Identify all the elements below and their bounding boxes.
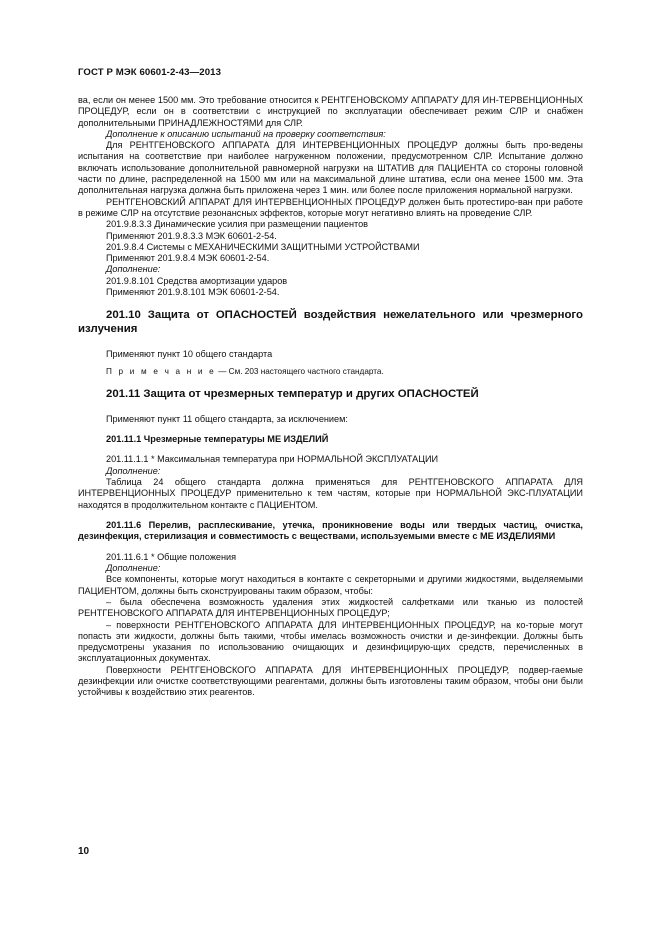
paragraph: ва, если он менее 1500 мм. Это требование относится к РЕНТГЕНОВСКОМУ АППАРАТУ ДЛЯ ИН-ТЕРВЕНЦИОННЫХ ПРОЦЕДУР, если он в соответствии с инструкцией по эксплуатации обеспечивает режим СЛР и снабжен дополнительными ПРИНАДЛЕЖНОСТЯМИ для СЛР. — [78, 95, 583, 128]
paragraph: Применяют 201.9.8.101 МЭК 60601-2-54. — [106, 287, 280, 298]
paragraph: Таблица 24 общего стандарта должна применяться для РЕНТГЕНОВСКОГО АППАРАТА ДЛЯ ИНТЕРВЕНЦИОННЫХ ПРОЦЕДУР применительно к тем частям, которые при НОРМАЛЬНОЙ ЭКС-ПЛУАТАЦИИ находятся в продолжительном контакте с ПАЦИЕНТОМ. — [78, 477, 583, 510]
paragraph: Применяют 201.9.8.3.3 МЭК 60601-2-54. — [106, 230, 277, 241]
clause-title: 201.11.1.1 * Максимальная температура при НОРМАЛЬНОЙ ЭКСПЛУАТАЦИИ — [106, 454, 439, 465]
document-body — [78, 95, 583, 699]
addition-label: Дополнение: — [106, 264, 161, 275]
addition-label: Дополнение: — [106, 563, 161, 574]
section-heading: 201.11 Защита от чрезмерных температур и других ОПАСНОСТЕЙ — [106, 388, 479, 401]
paragraph: Поверхности РЕНТГЕНОВСКОГО АППАРАТА ДЛЯ ИНТЕРВЕНЦИОННЫХ ПРОЦЕДУР, подвер-гаемые дезинфекции или очистке соответствующими реагентами, должны быть изготовлены таким образом, чтобы они были устойчивы к воздействию этих реагентов. — [78, 664, 583, 698]
clause-title: 201.11.6.1 * Общие положения — [106, 551, 237, 562]
list-item: – поверхности РЕНТГЕНОВСКОГО АППАРАТА ДЛЯ ИНТЕРВЕНЦИОННЫХ ПРОЦЕДУР, на ко-торые могут попасть эти жидкости, должны быть такими, чтобы имелась возможность очистки и де-зинфекции. Должны быть предусмотрены указания по использованию очищающих и дезинфицирую-щих средств, перечисленных в эксплуатационных документах. — [78, 619, 583, 664]
paragraph: Применяют пункт 11 общего стандарта, за исключением: — [106, 413, 348, 424]
paragraph: Для РЕНТГЕНОВСКОГО АППАРАТА ДЛЯ ИНТЕРВЕНЦИОННЫХ ПРОЦЕДУР должны быть про-ведены испытания на соответствие при наиболее нагруженном положении, предусмотренном СЛР. Испытание должно включать использование дополнительной равномерной нагрузки на ШТАТИВ для ПАЦИЕНТА со стороны головной части по длине, распределенной на 1500 мм или на максимальной длине штатива, если она менее 1500 мм. Эта дополнительная нагрузка должна быть приложена через 1 мин. или более после приложения нормальной нагрузки. — [78, 140, 583, 196]
document-header: ГОСТ Р МЭК 60601-2-43—2013 — [78, 67, 222, 78]
test-addition-label: Дополнение к описанию испытаний на проверку соответствия: — [106, 128, 386, 139]
note — [78, 366, 583, 377]
note-text: — См. 203 настоящего частного стандарта. — [215, 366, 384, 376]
subsection-heading: 201.11.6 Перелив, расплескивание, утечка, проникновение воды или твердых частиц, очистка, дезинфекция, стерилизация и совместимость с веществами, используемыми вместе с МЕ ИЗДЕЛИЯМИ — [78, 519, 583, 542]
clause-title: 201.9.8.3.3 Динамические усилия при размещении пациентов — [106, 219, 368, 230]
list-item: – была обеспечена возможность удаления этих жидкостей салфетками или тканью из полостей РЕНТГЕНОВСКОГО АППАРАТА ДЛЯ ИНТЕРВЕНЦИОННЫХ ПРОЦЕДУР; — [78, 596, 583, 619]
subsection-heading: 201.11.1 Чрезмерные температуры МЕ ИЗДЕЛИЙ — [106, 434, 329, 445]
section-heading: 201.10 Защита от ОПАСНОСТЕЙ воздействия нежелательного или чрезмерного излучения — [78, 309, 583, 335]
note-label: П р и м е ч а н и е — [106, 366, 216, 376]
clause-title: 201.9.8.4 Системы с МЕХАНИЧЕСКИМИ ЗАЩИТНЫМИ УСТРОЙСТВАМИ — [106, 241, 420, 252]
paragraph: Применяют 201.9.8.4 МЭК 60601-2-54. — [106, 253, 270, 264]
paragraph: Применяют пункт 10 общего стандарта — [106, 348, 273, 359]
addition-label: Дополнение: — [106, 465, 161, 476]
page-number: 10 — [78, 846, 90, 857]
paragraph: РЕНТГЕНОВСКИЙ АППАРАТ ДЛЯ ИНТЕРВЕНЦИОННЫХ ПРОЦЕДУР должен быть протестиро-ван при работе в режиме СЛР на отсутствие резонансных эффектов, которые могут негативно влиять на проведение СЛР. — [78, 196, 583, 218]
clause-title: 201.9.8.101 Средства амортизации ударов — [106, 275, 288, 286]
paragraph: Все компоненты, которые могут находиться в контакте с секреторными и другими жидкостями, выделяемыми ПАЦИЕНТОМ, должны быть сконструированы таким образом, чтобы: — [78, 574, 583, 596]
